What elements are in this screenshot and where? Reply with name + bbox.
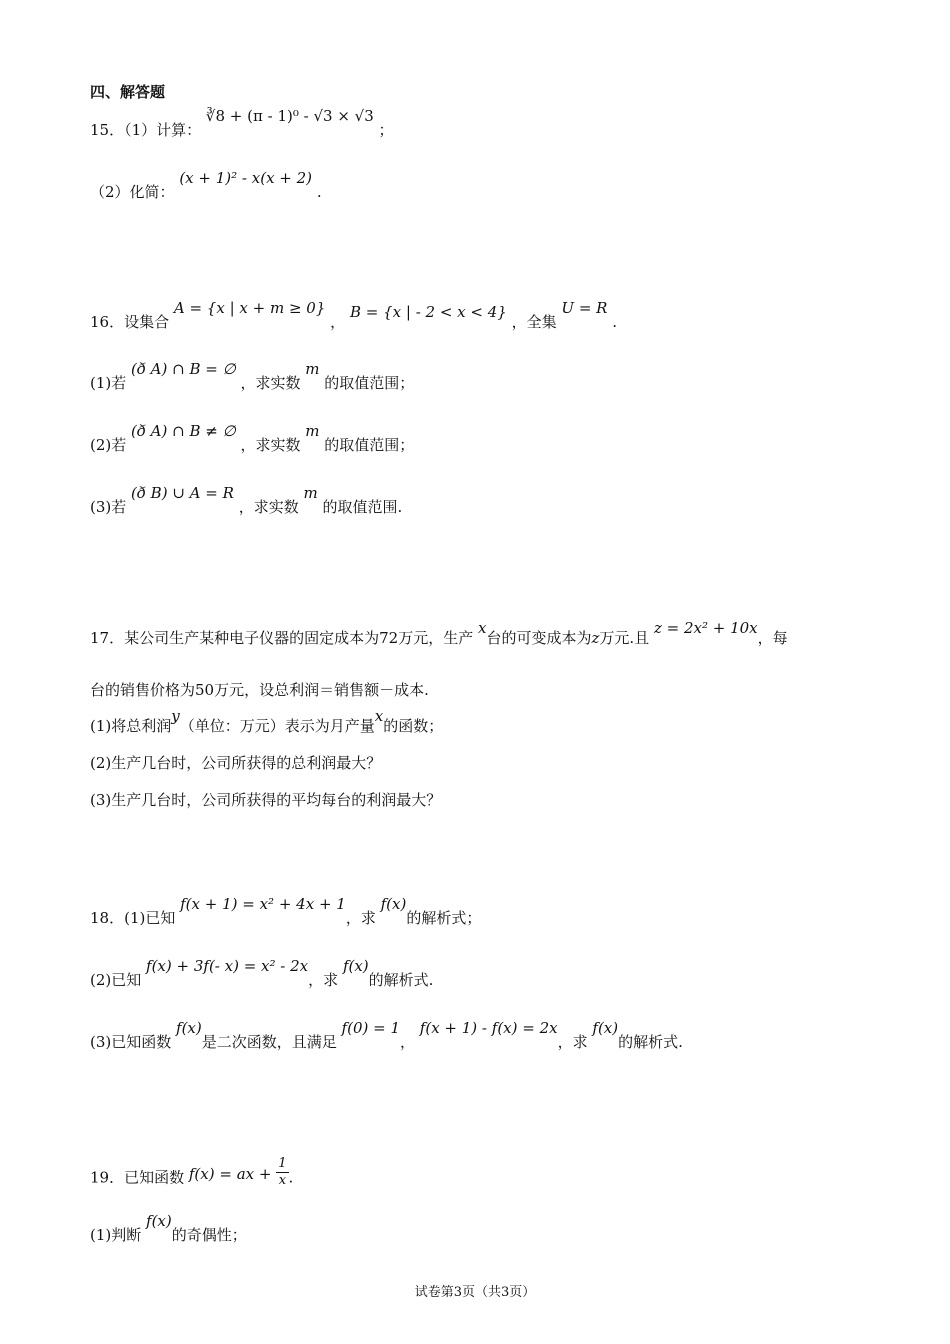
q18-p3-function-2: f(x) [592, 1019, 619, 1037]
q17-text-c: 台的可变成本为 [486, 629, 592, 647]
question-16-stem [90, 299, 618, 332]
q16-set-u: U = R [561, 299, 608, 317]
question-15-part2 [90, 169, 322, 202]
q16-sep2: ，全集 [511, 313, 557, 331]
question-19-part1 [90, 1212, 247, 1245]
q15-part1-prefix: 15．（1）计算： [90, 121, 202, 139]
q19-fraction [276, 1156, 288, 1189]
q17-fixed-cost: 72 [379, 629, 399, 647]
q18-p3-function-1: f(x) [176, 1019, 202, 1037]
question-18-part2 [90, 957, 434, 990]
q17-price: 50 [195, 681, 215, 699]
q17-p1-text-a: (1)将总利润 [90, 717, 172, 735]
q19-p1-text-a: (1)判断 [90, 1226, 142, 1244]
q15-part2-prefix: （2）化简： [90, 183, 175, 201]
q16-p3-suffix: ，求实数 [238, 498, 299, 516]
q18-p1-text-b: ，求 [345, 909, 376, 927]
q19-prefix: 19．已知函数 [90, 1168, 185, 1187]
q15-part2-suffix: . [316, 183, 322, 201]
q17-var-x: x [477, 619, 487, 637]
q19-p1-function: f(x) [146, 1212, 172, 1230]
page-footer: 试卷第3页（共3页） [414, 1285, 536, 1300]
q18-p3-text-b: 是二次函数，且满足 [201, 1033, 337, 1051]
q18-p3-text-d: ，求 [557, 1033, 588, 1051]
q18-p1-text-c: 的解析式； [406, 909, 482, 927]
question-16-part1 [90, 360, 415, 393]
q16-p2-variable: m [305, 422, 320, 440]
q17-p1-text-b: （单位：万元）表示为月产量 [179, 717, 375, 735]
question-16-part2 [90, 422, 415, 455]
q18-p2-text-c: 的解析式. [368, 971, 434, 989]
q18-p3-condition-1: f(0) = 1 [341, 1019, 400, 1037]
question-18-part3 [90, 1019, 683, 1052]
q19-fraction-denominator: x [278, 1173, 287, 1188]
q16-p2-suffix: ，求实数 [240, 436, 301, 454]
question-18-part1 [90, 895, 482, 928]
q18-p3-condition-2: f(x + 1) - f(x) = 2x [419, 1019, 558, 1037]
q19-p1-text-b: 的奇偶性； [171, 1226, 247, 1244]
q18-p1-expression: f(x + 1) = x² + 4x + 1 [180, 895, 346, 913]
q17-z-expression: z = 2x² + 10x [653, 619, 758, 637]
q16-prefix: 16．设集合 [90, 313, 170, 331]
q17-text-b: 万元，生产 [398, 629, 474, 647]
q16-sep1: ， [330, 313, 346, 331]
question-19-stem [90, 1156, 294, 1195]
question-17-part2: (2)生产几台时，公司所获得的总利润最大？ [90, 754, 382, 772]
q16-end: . [612, 313, 618, 331]
q15-part1-suffix: ； [378, 121, 394, 139]
q16-p1-suffix: ，求实数 [240, 374, 301, 392]
q18-p1-function: f(x) [380, 895, 407, 913]
question-17-part3: (3)生产几台时，公司所获得的平均每台的利润最大？ [90, 791, 442, 809]
q18-p3-text-e: 的解析式. [618, 1033, 683, 1051]
q18-p2-expression: f(x) + 3f(- x) = x² - 2x [146, 957, 309, 975]
q18-p2-text-b: ，求 [308, 971, 339, 989]
q17-text-d: 万元.且 [599, 629, 650, 647]
q19-expression: f(x) = ax + [188, 1164, 272, 1183]
question-15-part1 [90, 107, 394, 140]
q17-text-e: ，每 [757, 629, 788, 647]
q17-p1-text-c: 的函数； [383, 717, 444, 735]
q16-p3-prefix: (3)若 [90, 498, 127, 516]
q19-end: . [288, 1168, 294, 1187]
q18-p1-text-a: 18．(1)已知 [90, 909, 176, 927]
q17-p1-var-y: y [171, 707, 180, 725]
q17-var-z: z [591, 629, 600, 647]
q16-p2-end: 的取值范围； [324, 436, 415, 454]
q15-part2-expression: (x + 1)² - x(x + 2) [179, 169, 313, 187]
q18-p3-text-a: (3)已知函数 [90, 1033, 172, 1051]
q16-set-a: A = {x | x + m ≥ 0} [173, 299, 326, 317]
q16-p2-prefix: (2)若 [90, 436, 127, 454]
q16-p1-variable: m [305, 360, 320, 378]
question-16-part3 [90, 484, 403, 517]
q16-p3-end: 的取值范围. [322, 498, 403, 516]
q16-p1-expression: (ð A) ∩ B = ∅ [131, 360, 236, 378]
q16-p3-variable: m [303, 484, 318, 502]
question-17-line1 [90, 619, 788, 648]
q19-fraction-numerator: 1 [278, 1156, 287, 1171]
q18-p2-text-a: (2)已知 [90, 971, 142, 989]
q17-text-f: 台的销售价格为 [90, 681, 196, 699]
q16-p1-prefix: (1)若 [90, 374, 127, 392]
q17-text-g: 万元，设总利润＝销售额－成本. [214, 681, 429, 699]
q18-p2-function: f(x) [342, 957, 369, 975]
question-17-line2 [90, 680, 429, 700]
q15-part1-expression: ∛8 + (π - 1)⁰ - √3 × √3 [205, 107, 374, 125]
q17-text-a: 17．某公司生产某种电子仪器的固定成本为 [90, 629, 380, 647]
q16-set-b: B = {x | - 2 < x < 4} [349, 303, 507, 321]
q17-p1-var-x: x [374, 707, 384, 725]
q16-p2-expression: (ð A) ∩ B ≠ ∅ [131, 422, 236, 440]
q18-p3-text-c: ， [400, 1033, 416, 1051]
q16-p1-end: 的取值范围； [324, 374, 415, 392]
section-title: 四、解答题 [90, 83, 166, 101]
q16-p3-expression: (ð B) ∪ A = R [131, 484, 234, 502]
question-17-part1 [90, 707, 444, 736]
